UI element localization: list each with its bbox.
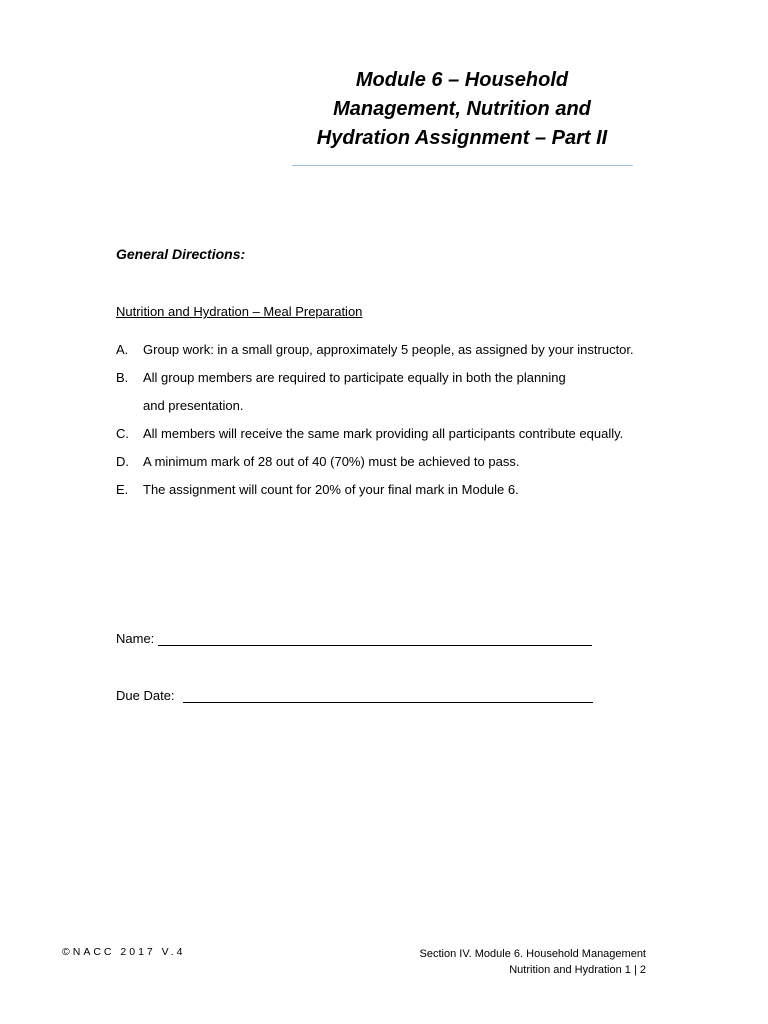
name-label: Name:: [116, 631, 155, 646]
list-item-letter: B.: [116, 370, 129, 385]
list-item-text: All group members are required to participate equally in both the planning: [143, 370, 566, 385]
list-item: [116, 454, 676, 470]
list-item: [116, 342, 676, 358]
list-item-text: A minimum mark of 28 out of 40 (70%) must be achieved to pass.: [143, 454, 520, 469]
name-input-line[interactable]: [158, 631, 592, 646]
directions-list: [116, 342, 676, 510]
list-item-text: Group work: in a small group, approximately 5 people, as assigned by your instructor.: [143, 342, 634, 357]
due-date-label: Due Date:: [116, 688, 175, 703]
list-item-letter: A.: [116, 342, 129, 357]
list-item-letter: C.: [116, 426, 129, 441]
list-item-letter: D.: [116, 454, 129, 469]
due-date-input-line[interactable]: [183, 688, 593, 703]
title-line-1: Module 6 – Household: [355, 69, 569, 91]
list-item-text: All members will receive the same mark providing all participants contribute equally.: [143, 426, 624, 441]
list-item-text: The assignment will count for 20% of your final mark in Module 6.: [143, 482, 519, 497]
title-divider: [292, 165, 633, 166]
list-item-letter: E.: [116, 482, 129, 497]
title-line-2: Management, Nutrition and: [333, 98, 591, 120]
general-directions-heading: General Directions:: [116, 246, 246, 262]
footer-copyright: ©NACC 2017 V.4: [62, 946, 186, 958]
footer-section-line-1: Section IV. Module 6. Household Management: [419, 948, 646, 960]
list-item: [116, 482, 676, 498]
due-date-field: [116, 688, 593, 703]
title-line-3: Hydration Assignment – Part II: [316, 127, 608, 149]
page-title: [292, 66, 632, 153]
footer-section-info: [360, 946, 646, 978]
list-item: [116, 426, 676, 442]
list-item-continuation: and presentation.: [143, 398, 244, 413]
list-item: [116, 370, 676, 414]
section-subheading: Nutrition and Hydration – Meal Preparation: [116, 304, 363, 319]
footer-section-line-2: Nutrition and Hydration 1 | 2: [509, 964, 646, 976]
name-field: [116, 631, 592, 646]
